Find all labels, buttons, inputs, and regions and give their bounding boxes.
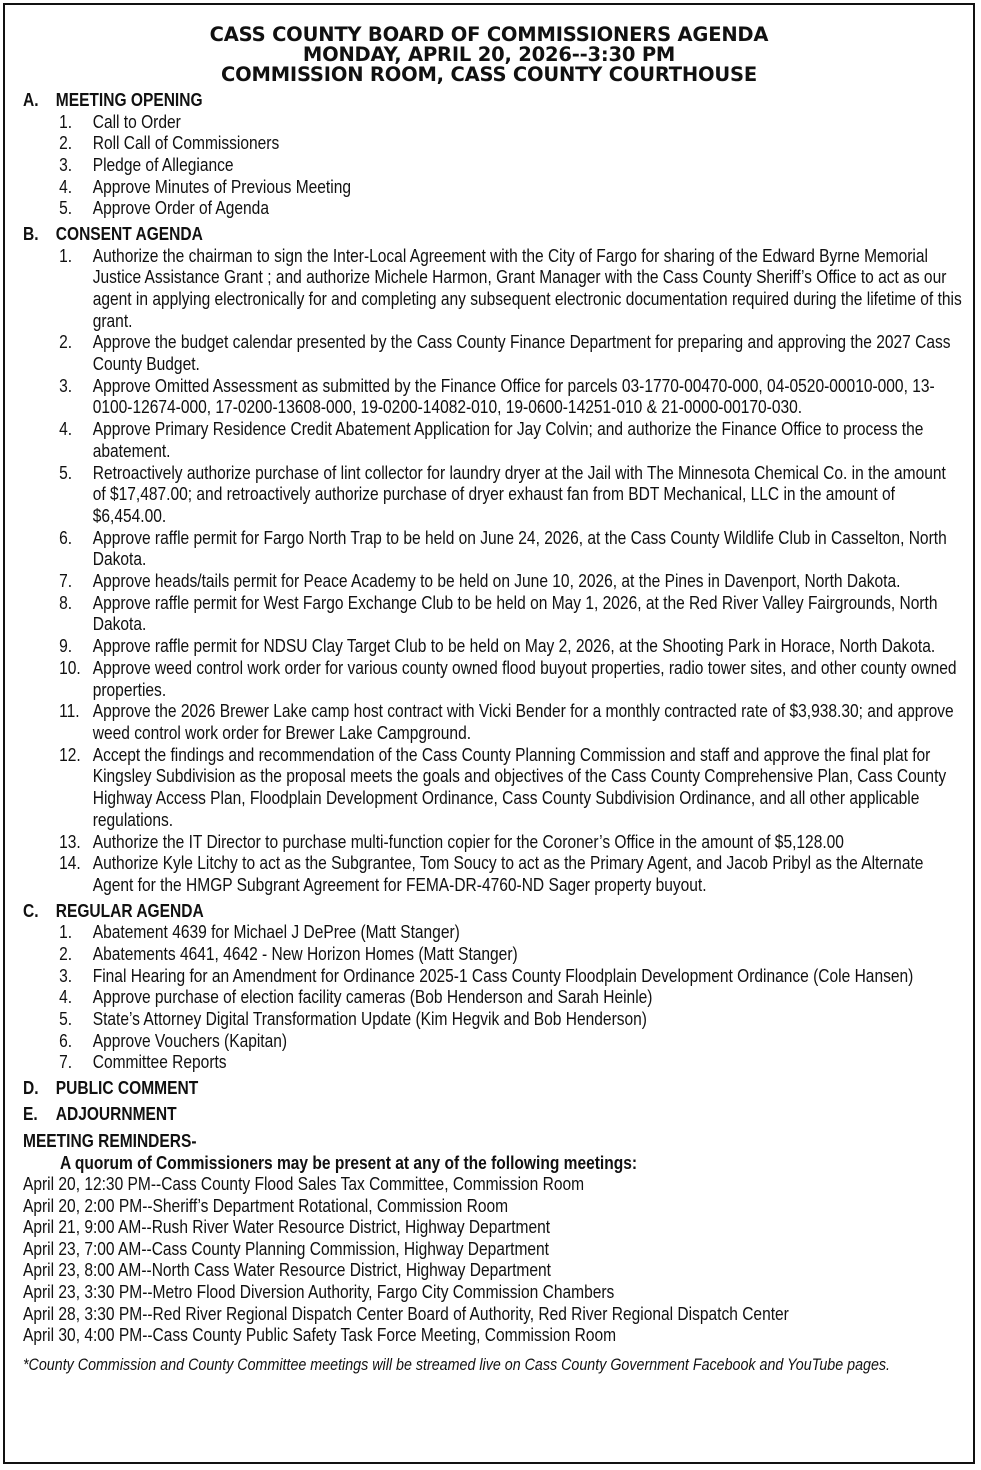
agenda-item: [23, 744, 963, 831]
section-letter: E.: [23, 1102, 38, 1124]
reminder-line: April 20, 2:00 PM--Sheriff’s Department Rotational, Commission Room: [23, 1194, 509, 1216]
meeting-date-time: MONDAY, APRIL 20, 2026--3:30 PM: [302, 43, 676, 66]
item-number: 10.: [59, 656, 81, 678]
section-title: REGULAR AGENDA: [55, 899, 204, 921]
item-text: Final Hearing for an Amendment for Ordinance 2025-1 Cass County Floodplain Development Ordinance (Cole Hansen): [92, 964, 914, 986]
item-number: 11.: [59, 700, 80, 722]
reminder-line: April 28, 3:30 PM--Red River Regional Dispatch Center Board of Authority, Red River Regional Dispatch Center: [23, 1302, 789, 1324]
agenda-header: [23, 25, 955, 85]
item-text: Approve Vouchers (Kapitan): [92, 1029, 288, 1051]
agenda-section: [23, 1103, 963, 1125]
section-letter: A.: [23, 89, 39, 110]
item-text: Retroactively authorize purchase of lint collector for laundry dryer at the Jail with The Minnesota Chemical Co. in the amount of $17,487.00; and retroactively authorize purchase of dryer exhaust fan from BDT Mechanical, LLC in the amount of $6,454.00.: [92, 461, 946, 526]
item-text: Approve the 2026 Brewer Lake camp host contract with Vicki Bender for a monthly contracted rate of $3,938.30; and approve weed control work order for Brewer Lake Campground.: [92, 700, 954, 743]
item-number: 13.: [59, 830, 81, 852]
agenda-item: [23, 965, 963, 987]
agenda-item: [23, 592, 963, 635]
meeting-location: COMMISSION ROOM, CASS COUNTY COURTHOUSE: [221, 63, 757, 86]
agenda-section: [23, 900, 963, 1073]
reminder-line: April 30, 4:00 PM--Cass County Public Safety Task Force Meeting, Commission Room: [23, 1324, 617, 1346]
reminder-line: April 20, 12:30 PM--Cass County Flood Sales Tax Committee, Commission Room: [23, 1173, 585, 1195]
agenda-item: [23, 331, 963, 374]
agenda-item: [23, 921, 963, 943]
section-heading: [23, 89, 963, 111]
item-text: Call to Order: [92, 110, 181, 132]
agenda-body: [23, 89, 963, 1376]
item-text: Approve raffle permit for NDSU Clay Target Club to be held on May 2, 2026, at the Shooting Park in Horace, North Dakota.: [92, 635, 936, 657]
section-title: MEETING OPENING: [55, 89, 203, 110]
agenda-item: [23, 700, 963, 743]
section-title: PUBLIC COMMENT: [55, 1077, 199, 1099]
item-number: 14.: [59, 852, 81, 874]
item-number: 3.: [59, 153, 73, 175]
agenda-item: [23, 462, 963, 527]
agenda-item: [23, 418, 963, 461]
item-text: Abatement 4639 for Michael J DePree (Matt Stanger): [92, 921, 460, 943]
agenda-item-list: [23, 245, 963, 896]
item-text: Authorize the chairman to sign the Inter-Local Agreement with the City of Fargo for sharing of the Edward Byrne Memorial Justice Assistance Grant ; and authorize Michele Harmon, Grant Manager with the Cass County Sheriff’s Office to act as our agent in applying electronically for and completing any subsequent electronic documentation required during the lifetime of this grant.: [92, 244, 962, 331]
agenda-item: [23, 635, 963, 657]
agenda-item-list: [23, 111, 963, 220]
item-text: Roll Call of Commissioners: [92, 132, 280, 154]
item-text: Approve Omitted Assessment as submitted by the Finance Office for parcels 03-1770-00470-000, 04-0520-00010-000, 13-0100-12674-000, 17-0200-13608-000, 19-0200-14082-010, 19-0600-14251-010 & 21-0000-00170-030.: [92, 374, 935, 418]
item-number: 5.: [59, 461, 73, 483]
agenda-item: [23, 527, 963, 570]
agenda-item: [23, 1030, 963, 1052]
agenda-item: [23, 657, 963, 700]
item-number: 2.: [59, 132, 73, 154]
item-number: 1.: [59, 110, 73, 132]
agenda-section: [23, 89, 963, 219]
item-text: Authorize Kyle Litchy to act as the Subgrantee, Tom Soucy to act as the Primary Agent, and Jacob Pribyl as the Alternate Agent for the HMGP Subgrant Agreement for FEMA-DR-4760-ND Sager property buyout.: [92, 852, 924, 895]
agenda-item: [23, 375, 963, 418]
item-number: 7.: [59, 1051, 73, 1073]
section-title: CONSENT AGENDA: [55, 223, 203, 245]
agenda-item: [23, 132, 963, 154]
section-letter: B.: [23, 223, 39, 245]
agenda-section: [23, 223, 963, 896]
item-text: Approve raffle permit for West Fargo Exchange Club to be held on May 1, 2026, at the Red River Valley Fairgrounds, North Dakota.: [92, 591, 938, 635]
item-number: 2.: [59, 331, 73, 353]
item-text: Committee Reports: [92, 1051, 227, 1073]
section-letter: C.: [23, 899, 39, 921]
agenda-item: [23, 245, 963, 332]
item-text: State’s Attorney Digital Transformation Update (Kim Hegvik and Bob Henderson): [92, 1007, 647, 1029]
item-text: Approve Minutes of Previous Meeting: [92, 175, 351, 197]
item-text: Approve purchase of election facility cameras (Bob Henderson and Sarah Heinle): [92, 986, 653, 1008]
item-text: Pledge of Allegiance: [92, 153, 234, 175]
item-number: 1.: [59, 244, 73, 266]
agenda-item-list: [23, 921, 963, 1073]
item-number: 5.: [59, 197, 73, 219]
reminder-line: April 23, 3:30 PM--Metro Flood Diversion Authority, Fargo City Commission Chambers: [23, 1281, 615, 1302]
reminder-line: April 21, 9:00 AM--Rush River Water Resource District, Highway Department: [23, 1216, 551, 1238]
item-text: Approve weed control work order for various county owned flood buyout properties, radio tower sites, and other county owned properties.: [92, 656, 957, 700]
agenda-item: [23, 197, 963, 219]
agenda-item: [23, 1008, 963, 1030]
item-text: Approve heads/tails permit for Peace Academy to be held on June 10, 2026, at the Pines in Davenport, North Dakota.: [92, 570, 901, 592]
section-heading: [23, 900, 963, 922]
agenda-page: [3, 3, 975, 1464]
item-number: 6.: [59, 526, 73, 548]
item-text: Approve raffle permit for Fargo North Trap to be held on June 24, 2026, at the Cass County Wildlife Club in Casselton, North Dakota.: [92, 526, 947, 570]
item-number: 1.: [59, 921, 73, 943]
item-text: Accept the findings and recommendation of the Cass County Planning Commission and staff and approve the final plat for Kingsley Subdivision as the proposal meets the goals and objectives of the Cass County Comprehensive Plan, Cass County Highway Access Plan, Floodplain Development Ordinance, Cass County Subdivision Ordinance, and all other applicable regulations.: [92, 743, 947, 830]
agenda-item: [23, 570, 963, 592]
reminders-title: MEETING REMINDERS-: [23, 1130, 197, 1152]
reminder-line: April 23, 8:00 AM--North Cass Water Resource District, Highway Department: [23, 1259, 551, 1281]
agenda-item: [23, 986, 963, 1008]
item-number: 8.: [59, 591, 73, 613]
item-text: Approve Primary Residence Credit Abatement Application for Jay Colvin; and authorize the Finance Office to process the abatement.: [92, 418, 924, 461]
reminders-subtitle: A quorum of Commissioners may be present at any of the following meetings:: [59, 1151, 638, 1173]
section-title: ADJOURNMENT: [55, 1102, 177, 1124]
meeting-reminders: [23, 1130, 963, 1376]
item-text: Approve the budget calendar presented by the Cass County Finance Department for preparing and approving the 2027 Cass County Budget.: [92, 331, 951, 375]
reminder-line: April 23, 7:00 AM--Cass County Planning Commission, Highway Department: [23, 1237, 549, 1259]
item-text: Approve Order of Agenda: [92, 197, 269, 219]
agenda-item: [23, 852, 963, 895]
item-number: 12.: [59, 743, 81, 765]
section-heading: [23, 1103, 963, 1125]
section-letter: D.: [23, 1077, 39, 1099]
agenda-title: CASS COUNTY BOARD OF COMMISSIONERS AGENDA: [209, 23, 769, 46]
agenda-item: [23, 943, 963, 965]
item-number: 4.: [59, 418, 73, 440]
agenda-item: [23, 154, 963, 176]
agenda-item: [23, 176, 963, 198]
item-number: 4.: [59, 986, 73, 1008]
agenda-item: [23, 831, 963, 853]
item-text: Abatements 4641, 4642 - New Horizon Homes (Matt Stanger): [92, 942, 518, 964]
item-number: 3.: [59, 964, 73, 986]
agenda-item: [23, 1051, 963, 1073]
item-number: 7.: [59, 570, 73, 592]
item-number: 9.: [59, 635, 73, 657]
item-number: 5.: [59, 1007, 73, 1029]
item-number: 3.: [59, 374, 73, 396]
item-number: 6.: [59, 1029, 73, 1051]
section-heading: [23, 1077, 963, 1099]
agenda-item: [23, 111, 963, 133]
item-number: 4.: [59, 175, 73, 197]
item-text: Authorize the IT Director to purchase multi-function copier for the Coroner’s Office in the amount of $5,128.00: [92, 830, 844, 852]
item-number: 2.: [59, 942, 73, 964]
streaming-footnote: *County Commission and County Committee meetings will be streamed live on Cass County Government Facebook and YouTube pages.: [23, 1354, 891, 1374]
section-heading: [23, 223, 963, 245]
agenda-section: [23, 1077, 963, 1099]
